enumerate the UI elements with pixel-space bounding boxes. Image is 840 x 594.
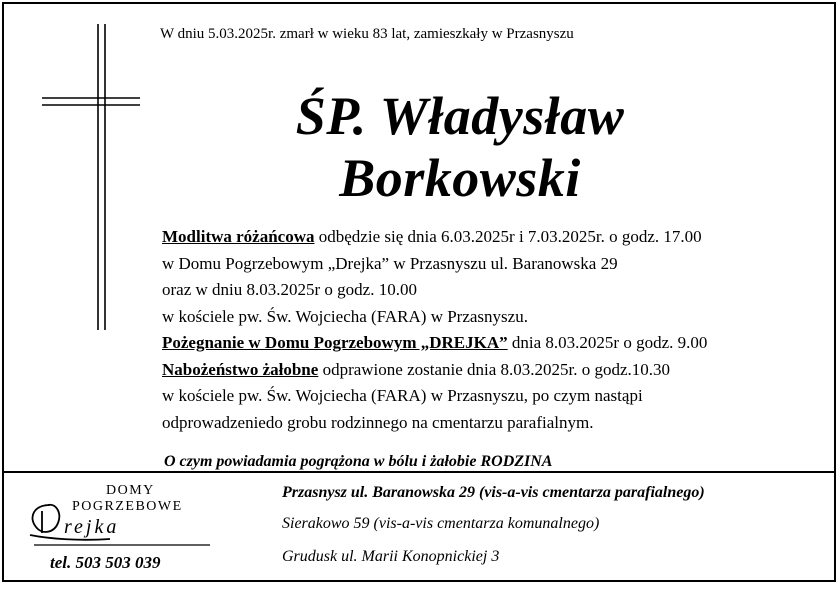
mass-line — [162, 357, 707, 384]
funeral-home-logo — [20, 483, 215, 553]
logo-word-drejka: rejka — [64, 516, 120, 538]
address-sierakowo: Sierakowo 59 (vis-a-vis cmentarza komunalnego) — [282, 515, 600, 532]
cross-icon — [40, 24, 140, 330]
detail-line: w Domu Pogrzebowym „Drejka” w Przasnyszu ul. Baranowska 29 — [162, 253, 618, 273]
rosary-label: Modlitwa różańcowa — [162, 227, 315, 246]
farewell-text: dnia 8.03.2025r o godz. 9.00 — [507, 333, 708, 352]
mass-label: Nabożeństwo żałobne — [162, 359, 319, 379]
death-notice-intro: W dniu 5.03.2025r. zmarł w wieku 83 lat, zamieszkały w Przasnyszu — [160, 26, 574, 42]
phone-number: tel. 503 503 039 — [50, 553, 161, 572]
deceased-name-first: ŚP. Władysław — [295, 86, 625, 146]
footer-divider — [4, 471, 834, 473]
funeral-details — [162, 224, 707, 436]
address-grudusk: Grudusk ul. Marii Konopnickiej 3 — [282, 548, 500, 565]
detail-line: odprowadzeniedo grobu rodzinnego na cmentarzu parafialnym. — [162, 412, 594, 432]
address-przasnysz: Przasnysz ul. Baranowska 29 (vis-a-vis cmentarza parafialnego) — [282, 484, 705, 501]
rosary-text: odbędzie się dnia 6.03.2025r i 7.03.2025r. o godz. 17.00 — [314, 227, 702, 246]
detail-line: w kościele pw. Św. Wojciecha (FARA) w Przasnyszu, po czym nastąpi — [162, 386, 643, 405]
rosary-line — [162, 224, 707, 251]
farewell-line — [162, 330, 707, 357]
detail-line: w kościele pw. Św. Wojciecha (FARA) w Przasnyszu. — [162, 306, 528, 326]
farewell-label: Pożegnanie w Domu Pogrzebowym „DREJKA” — [162, 333, 508, 352]
family-closing: O czym powiadamia pogrążona w bólu i żałobie RODZINA — [164, 453, 553, 470]
detail-line: oraz w dniu 8.03.2025r o godz. 10.00 — [162, 280, 417, 299]
deceased-name-last: Borkowski — [339, 148, 581, 208]
mass-text: odprawione zostanie dnia 8.03.2025r. o godz.10.30 — [318, 359, 671, 379]
logo-word-domy: DOMY — [106, 483, 155, 498]
logo-word-pogrzebowe: POGRZEBOWE — [72, 499, 183, 514]
